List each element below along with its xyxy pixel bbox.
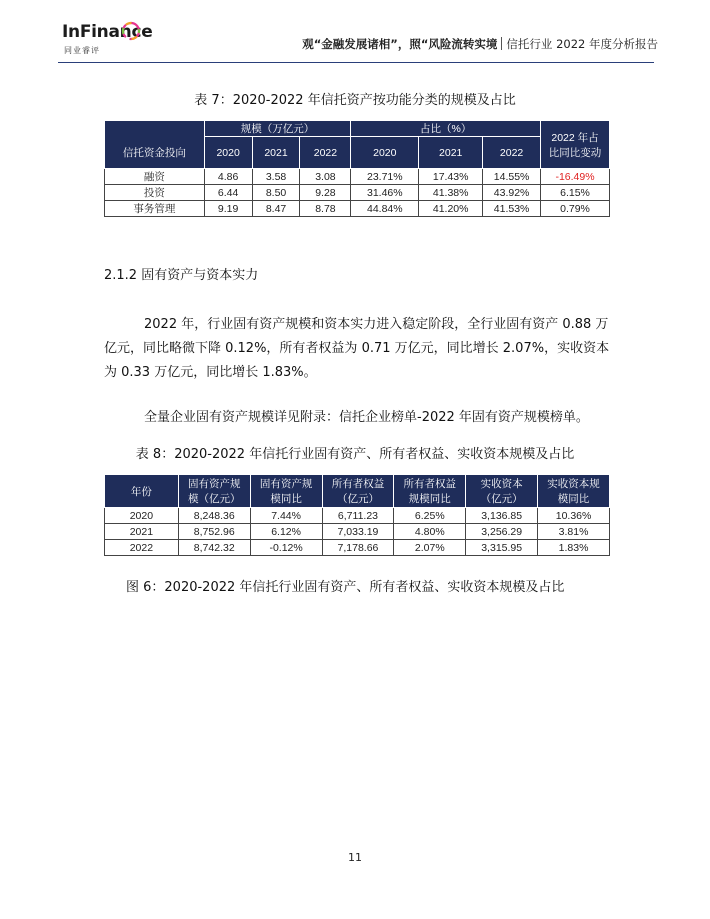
table7-row-header: 信托资金投向 (105, 121, 205, 169)
table-row (105, 508, 610, 524)
table-cell: 7.44% (250, 508, 322, 524)
table-cell: 23.71% (351, 169, 419, 185)
table8-caption: 表 8：2020-2022 年信托行业固有资产、所有者权益、实收资本规模及占比 (135, 447, 575, 462)
table-cell: 2022 (105, 540, 179, 556)
table-cell: 8,742.32 (178, 540, 250, 556)
table-cell: 41.53% (483, 201, 541, 217)
paragraph (104, 406, 614, 430)
table-cell: 8.47 (252, 201, 300, 217)
table-cell: 2021 (105, 524, 179, 540)
table7-year-header: 2022 (300, 137, 351, 169)
table7 (104, 120, 610, 217)
table-cell: 41.38% (419, 185, 483, 201)
table-cell: 41.20% (419, 201, 483, 217)
table-cell: 6.44 (204, 185, 252, 201)
table7-year-header: 2022 (483, 137, 541, 169)
table-cell: 2020 (105, 508, 179, 524)
header-report-title: 信托行业 2022 年度分析报告 (506, 37, 658, 51)
table-cell: 1.83% (538, 540, 610, 556)
table7-caption: 表 7：2020-2022 年信托资产按功能分类的规模及占比 (194, 93, 516, 108)
table-cell: 融资 (105, 169, 205, 185)
table8-header: 固有资产规模同比 (250, 475, 322, 508)
table-cell: 事务管理 (105, 201, 205, 217)
table8 (104, 474, 610, 556)
table-cell: 4.86 (204, 169, 252, 185)
table-cell: 0.79% (541, 201, 610, 217)
table8-header: 年份 (105, 475, 179, 508)
table-cell: 3.08 (300, 169, 351, 185)
table-row (105, 524, 610, 540)
table-cell: 3.81% (538, 524, 610, 540)
table7-year-header: 2021 (419, 137, 483, 169)
table-cell: 投资 (105, 185, 205, 201)
table-cell: 4.80% (394, 524, 466, 540)
table-row (105, 540, 610, 556)
table-cell: 6,711.23 (322, 508, 394, 524)
table-row (105, 185, 610, 201)
table-cell: 7,178.66 (322, 540, 394, 556)
table-cell: 3,256.29 (466, 524, 538, 540)
table-cell: 10.36% (538, 508, 610, 524)
logo-text: InFinance (62, 22, 153, 42)
table-cell: 6.12% (250, 524, 322, 540)
table7-group-scale: 规模（万亿元） (204, 121, 351, 137)
table-cell: 3,136.85 (466, 508, 538, 524)
table-cell: 6.15% (541, 185, 610, 201)
header-divider (501, 37, 502, 50)
table7-year-header: 2020 (204, 137, 252, 169)
paragraph-text: 全量企业固有资产规模详见附录：信托企业榜单-2022 年固有资产规模榜单。 (144, 410, 589, 425)
figure6-caption: 图 6：2020-2022 年信托行业固有资产、所有者权益、实收资本规模及占比 (126, 580, 565, 595)
table-row (105, 201, 610, 217)
header-slogan: 观“金融发展诸相”，照“风险流转实境 (302, 37, 498, 51)
table-cell: 2.07% (394, 540, 466, 556)
page-number: 11 (348, 851, 362, 864)
logo-subtitle: 同业睿评 (64, 46, 100, 55)
table-cell: 8.50 (252, 185, 300, 201)
table-cell: 8.78 (300, 201, 351, 217)
table7-group-share: 占比（%） (351, 121, 541, 137)
table-cell: 14.55% (483, 169, 541, 185)
table-cell: 8,752.96 (178, 524, 250, 540)
table8-header: 所有者权益规模同比 (394, 475, 466, 508)
table7-year-header: 2021 (252, 137, 300, 169)
logo-mark-icon (120, 20, 142, 42)
table-cell: 7,033.19 (322, 524, 394, 540)
table8-header: 实收资本（亿元） (466, 475, 538, 508)
table8-header: 固有资产规模（亿元） (178, 475, 250, 508)
table-cell: 43.92% (483, 185, 541, 201)
header-rule (58, 62, 654, 63)
table-cell: 9.28 (300, 185, 351, 201)
paragraph (104, 313, 614, 385)
table-cell: 17.43% (419, 169, 483, 185)
table-cell: 6.25% (394, 508, 466, 524)
table7-change-header: 2022 年占比同比变动 (541, 121, 610, 169)
table8-header: 所有者权益（亿元） (322, 475, 394, 508)
table-cell: -0.12% (250, 540, 322, 556)
paragraph-text: 2022 年，行业固有资产规模和资本实力进入稳定阶段，全行业固有资产 0.88 万亿元，同比略微下降 0.12%，所有者权益为 0.71 万亿元，同比增长 2.07%，实收资本为 0.33 万亿元，同比增长 1.83%。 (104, 317, 610, 380)
table-cell: 44.84% (351, 201, 419, 217)
section-heading: 2.1.2 固有资产与资本实力 (104, 268, 259, 283)
table8-header: 实收资本规模同比 (538, 475, 610, 508)
table7-year-header: 2020 (351, 137, 419, 169)
page-header (302, 36, 658, 52)
table-cell: 9.19 (204, 201, 252, 217)
table-cell: 3,315.95 (466, 540, 538, 556)
table-row (105, 169, 610, 185)
table-cell-negative: -16.49% (541, 169, 610, 185)
table-cell: 8,248.36 (178, 508, 250, 524)
table-cell: 3.58 (252, 169, 300, 185)
table-cell: 31.46% (351, 185, 419, 201)
logo (62, 18, 153, 58)
